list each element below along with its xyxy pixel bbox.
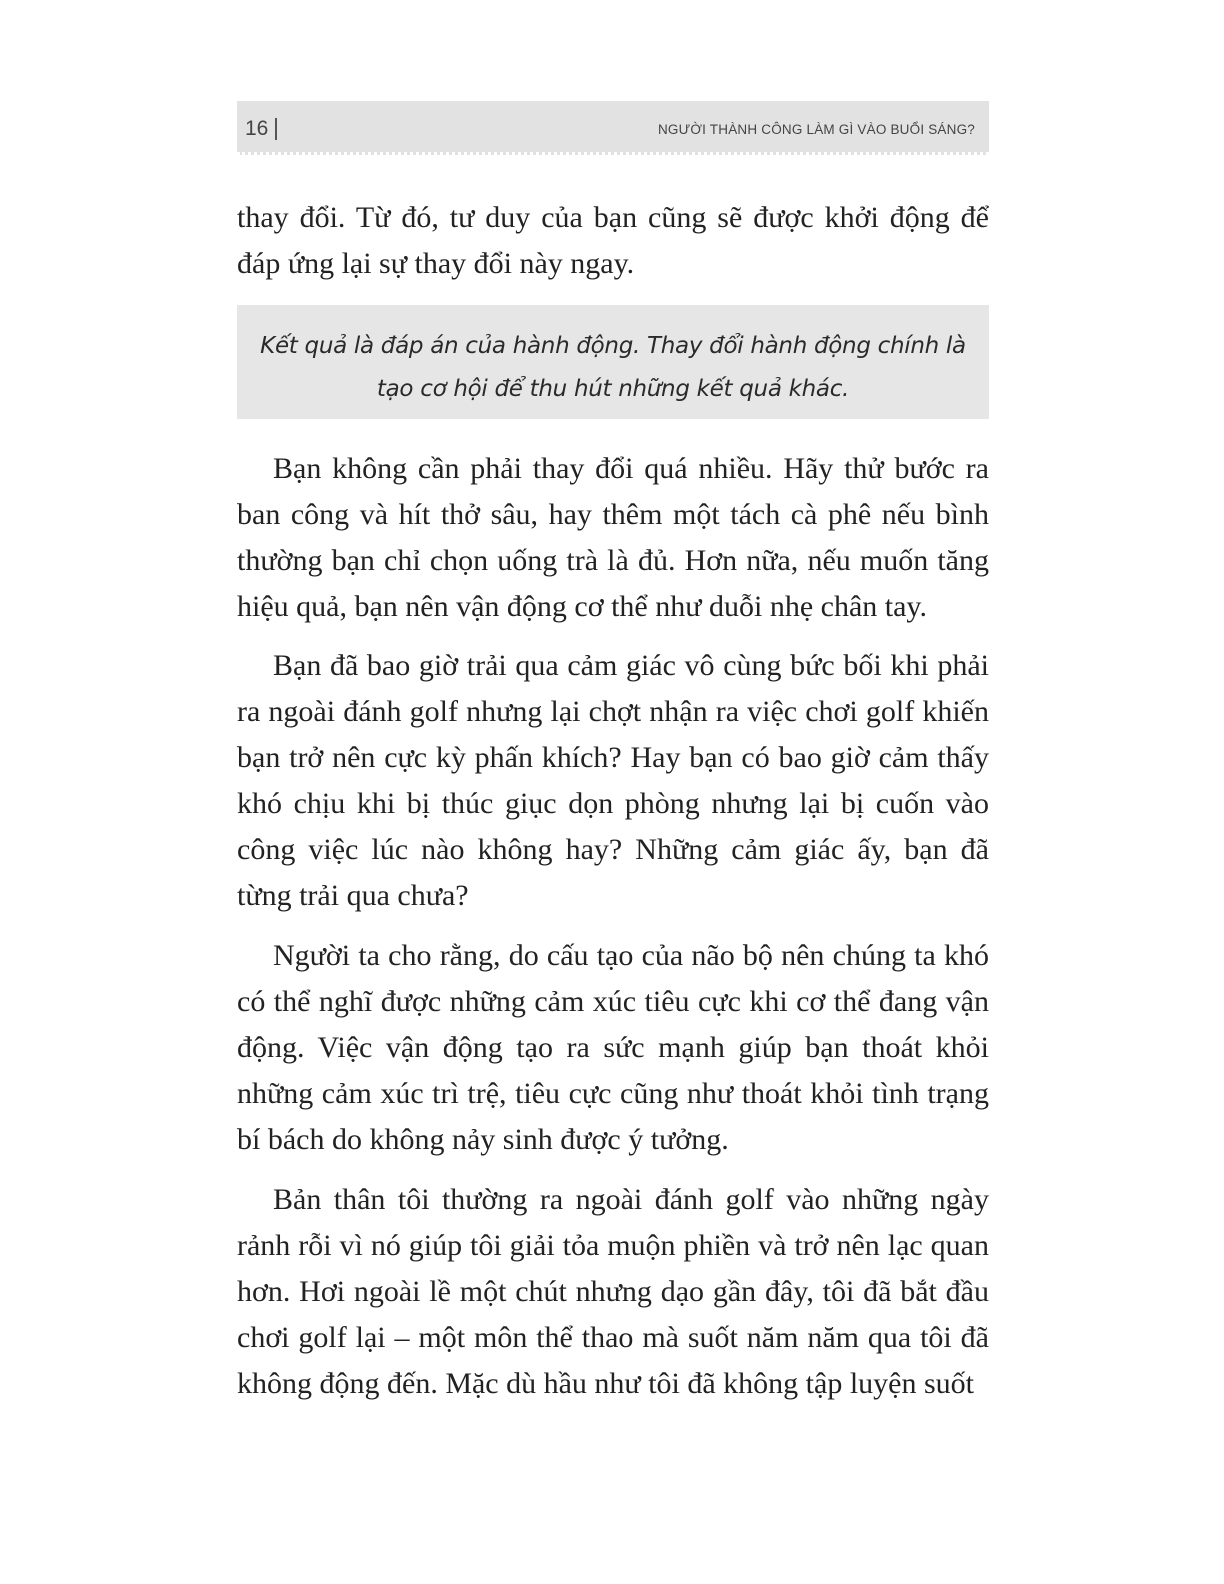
header-divider: [275, 118, 277, 140]
page-header: [237, 101, 989, 155]
paragraph: Bạn không cần phải thay đổi quá nhiều. Hãy thử bước ra ban công và hít thở sâu, hay thêm một tách cà phê nếu bình thường bạn chỉ chọn uống trà là đủ. Hơn nữa, nếu muốn tăng hiệu quả, bạn nên vận động cơ thể như duỗi nhẹ chân tay.: [237, 452, 989, 623]
paragraph: Bản thân tôi thường ra ngoài đánh golf vào những ngày rảnh rỗi vì nó giúp tôi giải tỏa muộn phiền và trở nên lạc quan hơn. Hơi ngoài lề một chút nhưng dạo gần đây, tôi đã bắt đầu chơi golf lại – một môn thể thao mà suốt năm năm qua tôi đã không động đến. Mặc dù hầu như tôi đã không tập luyện suốt: [237, 1183, 989, 1400]
pull-quote-box: [237, 305, 989, 419]
page-number: 16: [245, 117, 269, 140]
paragraph-continued: thay đổi. Từ đó, tư duy của bạn cũng sẽ được khởi động để đáp ứng lại sự thay đổi này ngay.: [237, 201, 989, 280]
paragraph: Bạn đã bao giờ trải qua cảm giác vô cùng bức bối khi phải ra ngoài đánh golf nhưng lại chợt nhận ra việc chơi golf khiến bạn trở nên cực kỳ phấn khích? Hay bạn có bao giờ cảm thấy khó chịu khi bị thúc giục dọn phòng nhưng lại bị cuốn vào công việc lúc nào không hay? Những cảm giác ấy, bạn đã từng trải qua chưa?: [237, 649, 989, 912]
running-title: NGƯỜI THÀNH CÔNG LÀM GÌ VÀO BUỔI SÁNG?: [657, 122, 975, 137]
paragraph: Người ta cho rằng, do cấu tạo của não bộ nên chúng ta khó có thể nghĩ được những cảm xúc tiêu cực khi cơ thể đang vận động. Việc vận động tạo ra sức mạnh giúp bạn thoát khỏi những cảm xúc trì trệ, tiêu cực cũng như thoát khỏi tình trạng bí bách do không nảy sinh được ý tưởng.: [237, 939, 989, 1156]
pull-quote-text: Kết quả là đáp án của hành động. Thay đổi hành động chính là tạo cơ hội để thu hút những kết quả khác.: [260, 333, 966, 402]
